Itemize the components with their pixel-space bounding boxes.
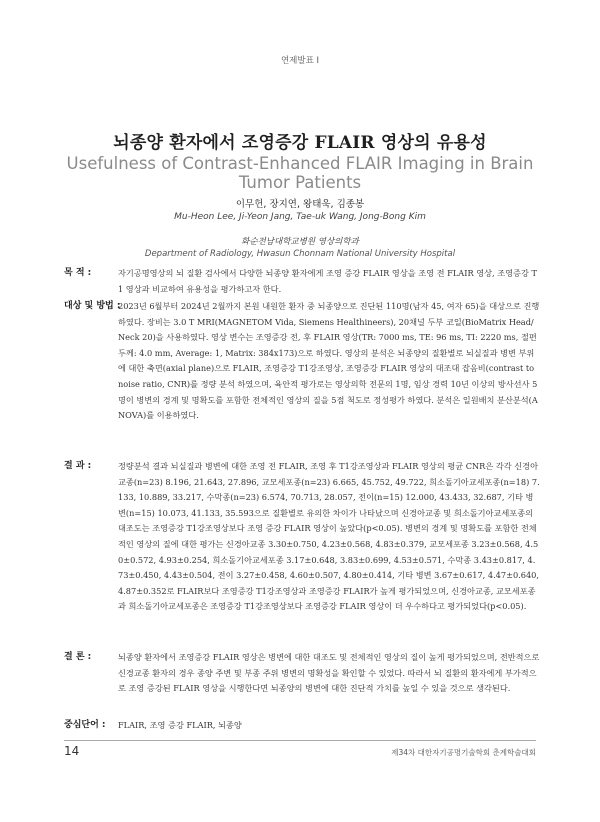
section-text: 자기공명영상의 뇌 질환 검사에서 다양한 뇌종양 환자에게 조영 증강 FLAIR 영상을 조영 전 FLAIR 영상, 조영증강 T1 영상과 비교하여 유용성을 평가하고자 한다. (118, 268, 537, 294)
section-label: 결 론 : (64, 652, 92, 662)
section-header: 연제발표 Ι (280, 56, 320, 66)
footer-divider (64, 740, 536, 741)
section-text: FLAIR, 조영 증강 FLAIR, 뇌종양 (118, 720, 242, 730)
section-label: 대상 및 방법 : (64, 301, 121, 311)
section-label: 결 과 : (64, 461, 92, 471)
section-results (64, 459, 540, 615)
title-english: Usefulness of Contrast-Enhanced FLAIR Imaging in Brain Tumor Patients (66, 154, 534, 192)
authors-korean: 이무헌, 장지연, 왕태욱, 김종봉 (235, 199, 365, 210)
section-label: 중심단어 : (64, 720, 106, 730)
section-text: 2023년 6월부터 2024년 2월까지 본원 내원한 환자 중 뇌종양으로 진단된 110명(남자 45, 여자 65)을 대상으로 진행하였다. 장비는 3.0 T MRI(MAGNETOM Vida, Siemens Healthineers), 20채널 두부 코일(BioMatrix Head/Neck 20)을 사용하였다. 영상 변수는 조영증강 전, 후 FLAIR 영상(TR: 7000 ms, TE: 96 ms, TI: 2220 ms, 절편두께: 4.0 mm, Average: 1, Matrix: 384x173)으로 하였다. 영상의 분석은 뇌종양의 질환별로 뇌실질과 병변 부위에 대한 축면(axial plane)으로 FLAIR, 조영증강 T1강조영상, 조영증강 FLAIR 영상의 대조대 잡음비(contrast to noise ratio, CNR)를 정량 분석 하였으며, 육안적 평가로는 영상의학 전문의 1명, 임상 경력 10년 이상의 방사선사 5명이 병변의 경계 및 명확도를 포함한 전체적인 영상의 질을 5점 척도로 정성평가 하였다. 분석은 일원배치 분산분석(ANOVA)를 이용하였다. (118, 301, 540, 421)
title-korean: 뇌종양 환자에서 조영증강 FLAIR 영상의 유용성 (113, 133, 487, 153)
affiliation-korean: 화순전남대학교병원 영상의학과 (241, 237, 359, 247)
section-text: 정량분석 결과 뇌실질과 병변에 대한 조영 전 FLAIR, 조영 후 T1강조영상과 FLAIR 영상의 평균 CNR은 각각 신경아교종(n=23) 8.196, 21.643, 27.896, 교모세포종(n=23) 6.665, 45.752, 49.722, 희소돌기아교세포종(n=18) 7.133, 10.889, 33.217, 수막종(n=23) 6.574, 70.713, 28.057, 전이(n=15) 12.000, 43.433, 32.687, 기타 병변(n=15) 10.073, 41.133, 35.593으로 질환별로 유의한 차이가 나타났으며 신경아교종 및 희소돌기아교세포종의 대조도는 조영증강 T1강조영상보다 조영 증강 FLAIR 영상이 높았다(p<0.05). 병변의 경계 및 명확도를 포함한 전체적인 영상의 질에 대한 평가는 신경아교종 3.30±0.750, 4.23±0.568, 4.83±0.379, 교모세포종 3.23±0.568, 4.50±0.572, 4.93±0.254, 희소돌기아교세포종 3.17±0.648, 3.83±0.699, 4.53±0.571, 수막종 3.43±0.817, 4.73±0.450, 4.43±0.504, 전이 3.27±0.458, 4.60±0.507, 4.80±0.414, 기타 병변 3.67±0.617, 4.47±0.640, 4.87±0.352로 FLAIR보다 조영증강 T1강조영상과 조영증강 FLAIR가 높게 평가되었으며, 신경아교종, 교모세포종과 희소돌기아교세포종은 조영증강 T1강조영상보다 조영증강 FLAIR 영상이 더 우수하다고 평가되었다(p<0.05). (118, 461, 540, 612)
section-text: 뇌종양 환자에서 조영증강 FLAIR 영상은 병변에 대한 대조도 및 전체적인 영상의 질이 높게 평가되었으며, 전반적으로 신경교종 환자의 경우 종양 주변 및 부종 주위 병변의 명확성을 확인할 수 있었다. 따라서 뇌 질환의 환자에게 부가적으로 조영 증강된 FLAIR 영상을 시행한다면 뇌종양의 병변에 대한 진단적 가치를 높일 수 있을 것으로 생각된다. (118, 652, 540, 694)
journal-name: 제34차 대한자기공명기술학회 춘계학술대회 (391, 748, 536, 757)
authors-english: Mu-Heon Lee, Ji-Yeon Jang, Tae-uk Wang, Jong-Bong Kim (174, 212, 426, 222)
section-purpose (64, 266, 540, 297)
section-methods (64, 299, 540, 424)
section-conclusion (64, 650, 540, 697)
affiliation-english: Department of Radiology, Hwasun Chonnam National University Hospital (144, 249, 456, 259)
page-number: 14 (64, 744, 80, 758)
section-label: 목 적 : (64, 268, 92, 278)
section-keywords (64, 718, 540, 734)
